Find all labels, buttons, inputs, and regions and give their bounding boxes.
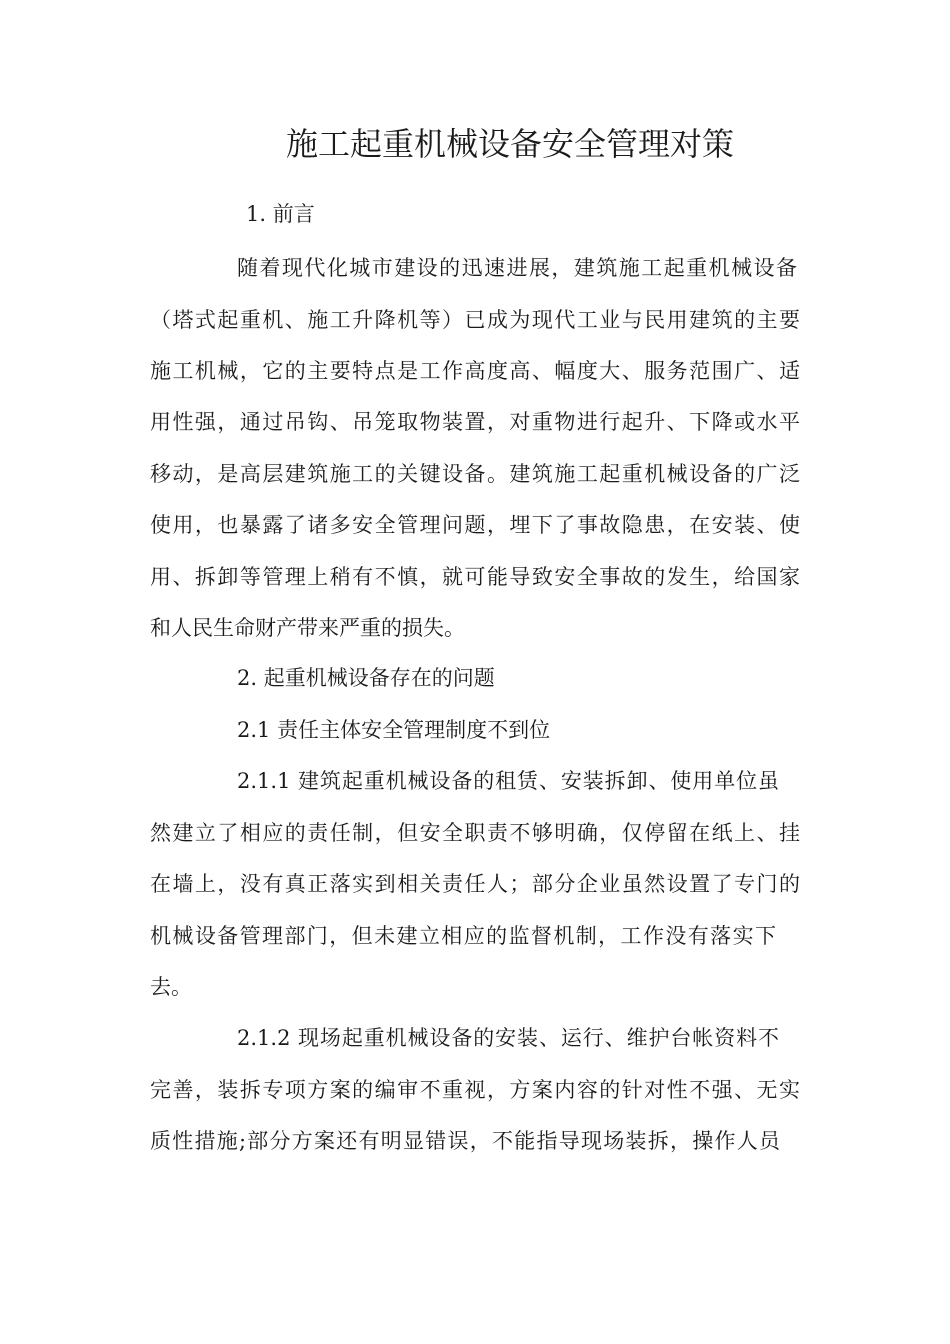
paragraph-line: 和人民生命财产带来严重的损失。: [150, 616, 465, 640]
paragraph-line: 用性强，通过吊钩、吊笼取物装置，对重物进行起升、下降或水平: [150, 410, 800, 434]
heading-preface: 1. 前言: [246, 202, 315, 226]
paragraph-line: 然建立了相应的责任制，但安全职责不够明确，仅停留在纸上、挂: [150, 821, 800, 845]
paragraph-line: 移动，是高层建筑施工的关键设备。建筑施工起重机械设备的广泛: [150, 462, 800, 486]
paragraph-line: 施工机械，它的主要特点是工作高度高、幅度大、服务范围广、适: [150, 359, 800, 383]
paragraph-line: 机械设备管理部门，但未建立相应的监督机制，工作没有落实下: [150, 924, 776, 948]
paragraph-line: 用、拆卸等管理上稍有不慎，就可能导致安全事故的发生，给国家: [150, 565, 800, 589]
paragraph-line: （塔式起重机、施工升降机等）已成为现代工业与民用建筑的主要: [150, 308, 800, 332]
paragraph-line: 2.1.1 建筑起重机械设备的租赁、安装拆卸、使用单位虽: [237, 769, 779, 793]
paragraph-line: 质性措施;部分方案还有明显错误，不能指导现场装拆，操作人员: [150, 1129, 780, 1153]
paragraph-line: 在墙上，没有真正落实到相关责任人；部分企业虽然设置了专门的: [150, 872, 800, 896]
paragraph-line: 去。: [150, 975, 192, 999]
paragraph-line: 随着现代化城市建设的迅速进展，建筑施工起重机械设备: [237, 256, 797, 280]
heading-problems: 2. 起重机械设备存在的问题: [237, 666, 495, 690]
paragraph-line: 完善，装拆专项方案的编审不重视，方案内容的针对性不强、无实: [150, 1078, 800, 1102]
heading-2-1: 2.1 责任主体安全管理制度不到位: [237, 718, 551, 742]
paragraph-line: 2.1.2 现场起重机械设备的安装、运行、维护台帐资料不: [237, 1026, 779, 1050]
document-title: 施工起重机械设备安全管理对策: [285, 125, 734, 163]
paragraph-line: 使用，也暴露了诸多安全管理问题，埋下了事故隐患，在安装、使: [150, 513, 800, 537]
